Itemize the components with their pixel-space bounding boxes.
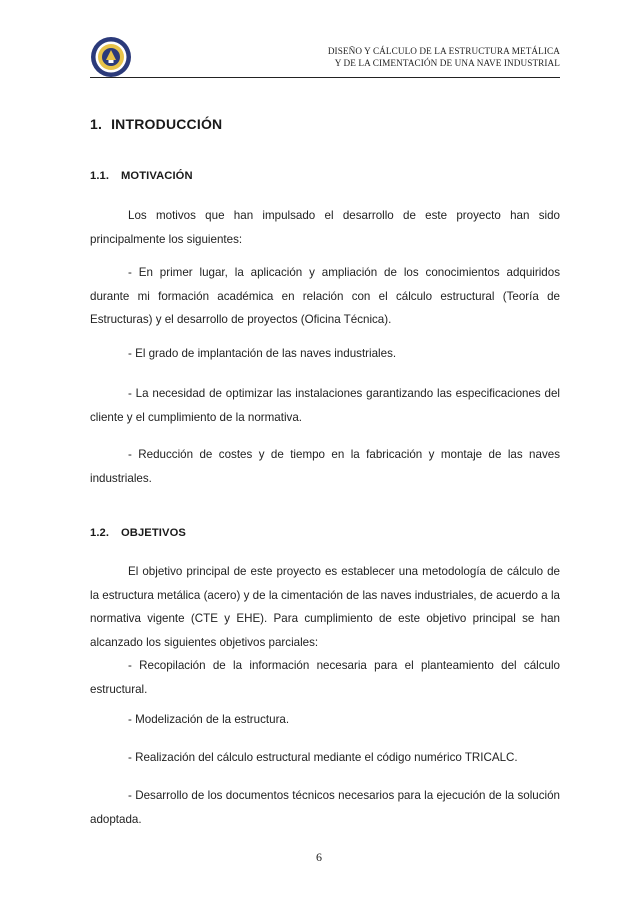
section-number: 1.1. <box>90 170 110 182</box>
paragraph: - La necesidad de optimizar las instalaciones garantizando las especificaciones del cliente y el cumplimiento de la normativa. <box>90 387 560 424</box>
paragraph: - Recopilación de la información necesaria para el planteamiento del cálculo estructural. <box>90 659 560 696</box>
header-divider <box>90 77 560 78</box>
chapter-number: 1. <box>90 116 103 132</box>
section-title: OBJETIVOS <box>121 527 186 539</box>
section-title: MOTIVACIÓN <box>121 170 193 182</box>
paragraph: - Desarrollo de los documentos técnicos necesarios para la ejecución de la solución adoptada. <box>90 789 560 826</box>
paragraph: El objetivo principal de este proyecto es establecer una metodología de cálculo de la estructura metálica (acero) y de la cimentación de las naves industriales, de acuerdo a la normativa vigente (CTE y EHE). Para cumplimiento de este objetivo principal se han alcanzado los siguientes objetivos parciales: <box>90 565 560 649</box>
section-number: 1.2. <box>90 527 110 539</box>
chapter-title: INTRODUCCIÓN <box>111 116 223 132</box>
page-number: 6 <box>316 850 322 864</box>
university-seal-icon <box>90 36 132 78</box>
header-line-2: Y DE LA CIMENTACIÓN DE UNA NAVE INDUSTRIAL <box>334 57 560 68</box>
paragraph: - Reducción de costes y de tiempo en la fabricación y montaje de las naves industriales. <box>90 448 560 485</box>
chapter-heading <box>90 116 222 132</box>
section-heading-objetivos <box>90 527 186 539</box>
header-line-1: DISEÑO Y CÁLCULO DE LA ESTRUCTURA METÁLICA <box>327 46 560 56</box>
paragraph: - Modelización de la estructura. <box>128 713 290 726</box>
paragraph: Los motivos que han impulsado el desarrollo de este proyecto han sido principalmente los siguientes: <box>90 209 560 246</box>
paragraph: - En primer lugar, la aplicación y ampliación de los conocimientos adquiridos durante mi formación académica en relación con el cálculo estructural (Teoría de Estructuras) y el desarrollo de proyectos (Oficina Técnica). <box>90 266 560 326</box>
paragraph: - El grado de implantación de las naves industriales. <box>128 347 397 360</box>
section-heading-motivacion <box>90 170 193 182</box>
running-header <box>300 46 560 69</box>
paragraph: - Realización del cálculo estructural mediante el código numérico TRICALC. <box>128 751 518 764</box>
